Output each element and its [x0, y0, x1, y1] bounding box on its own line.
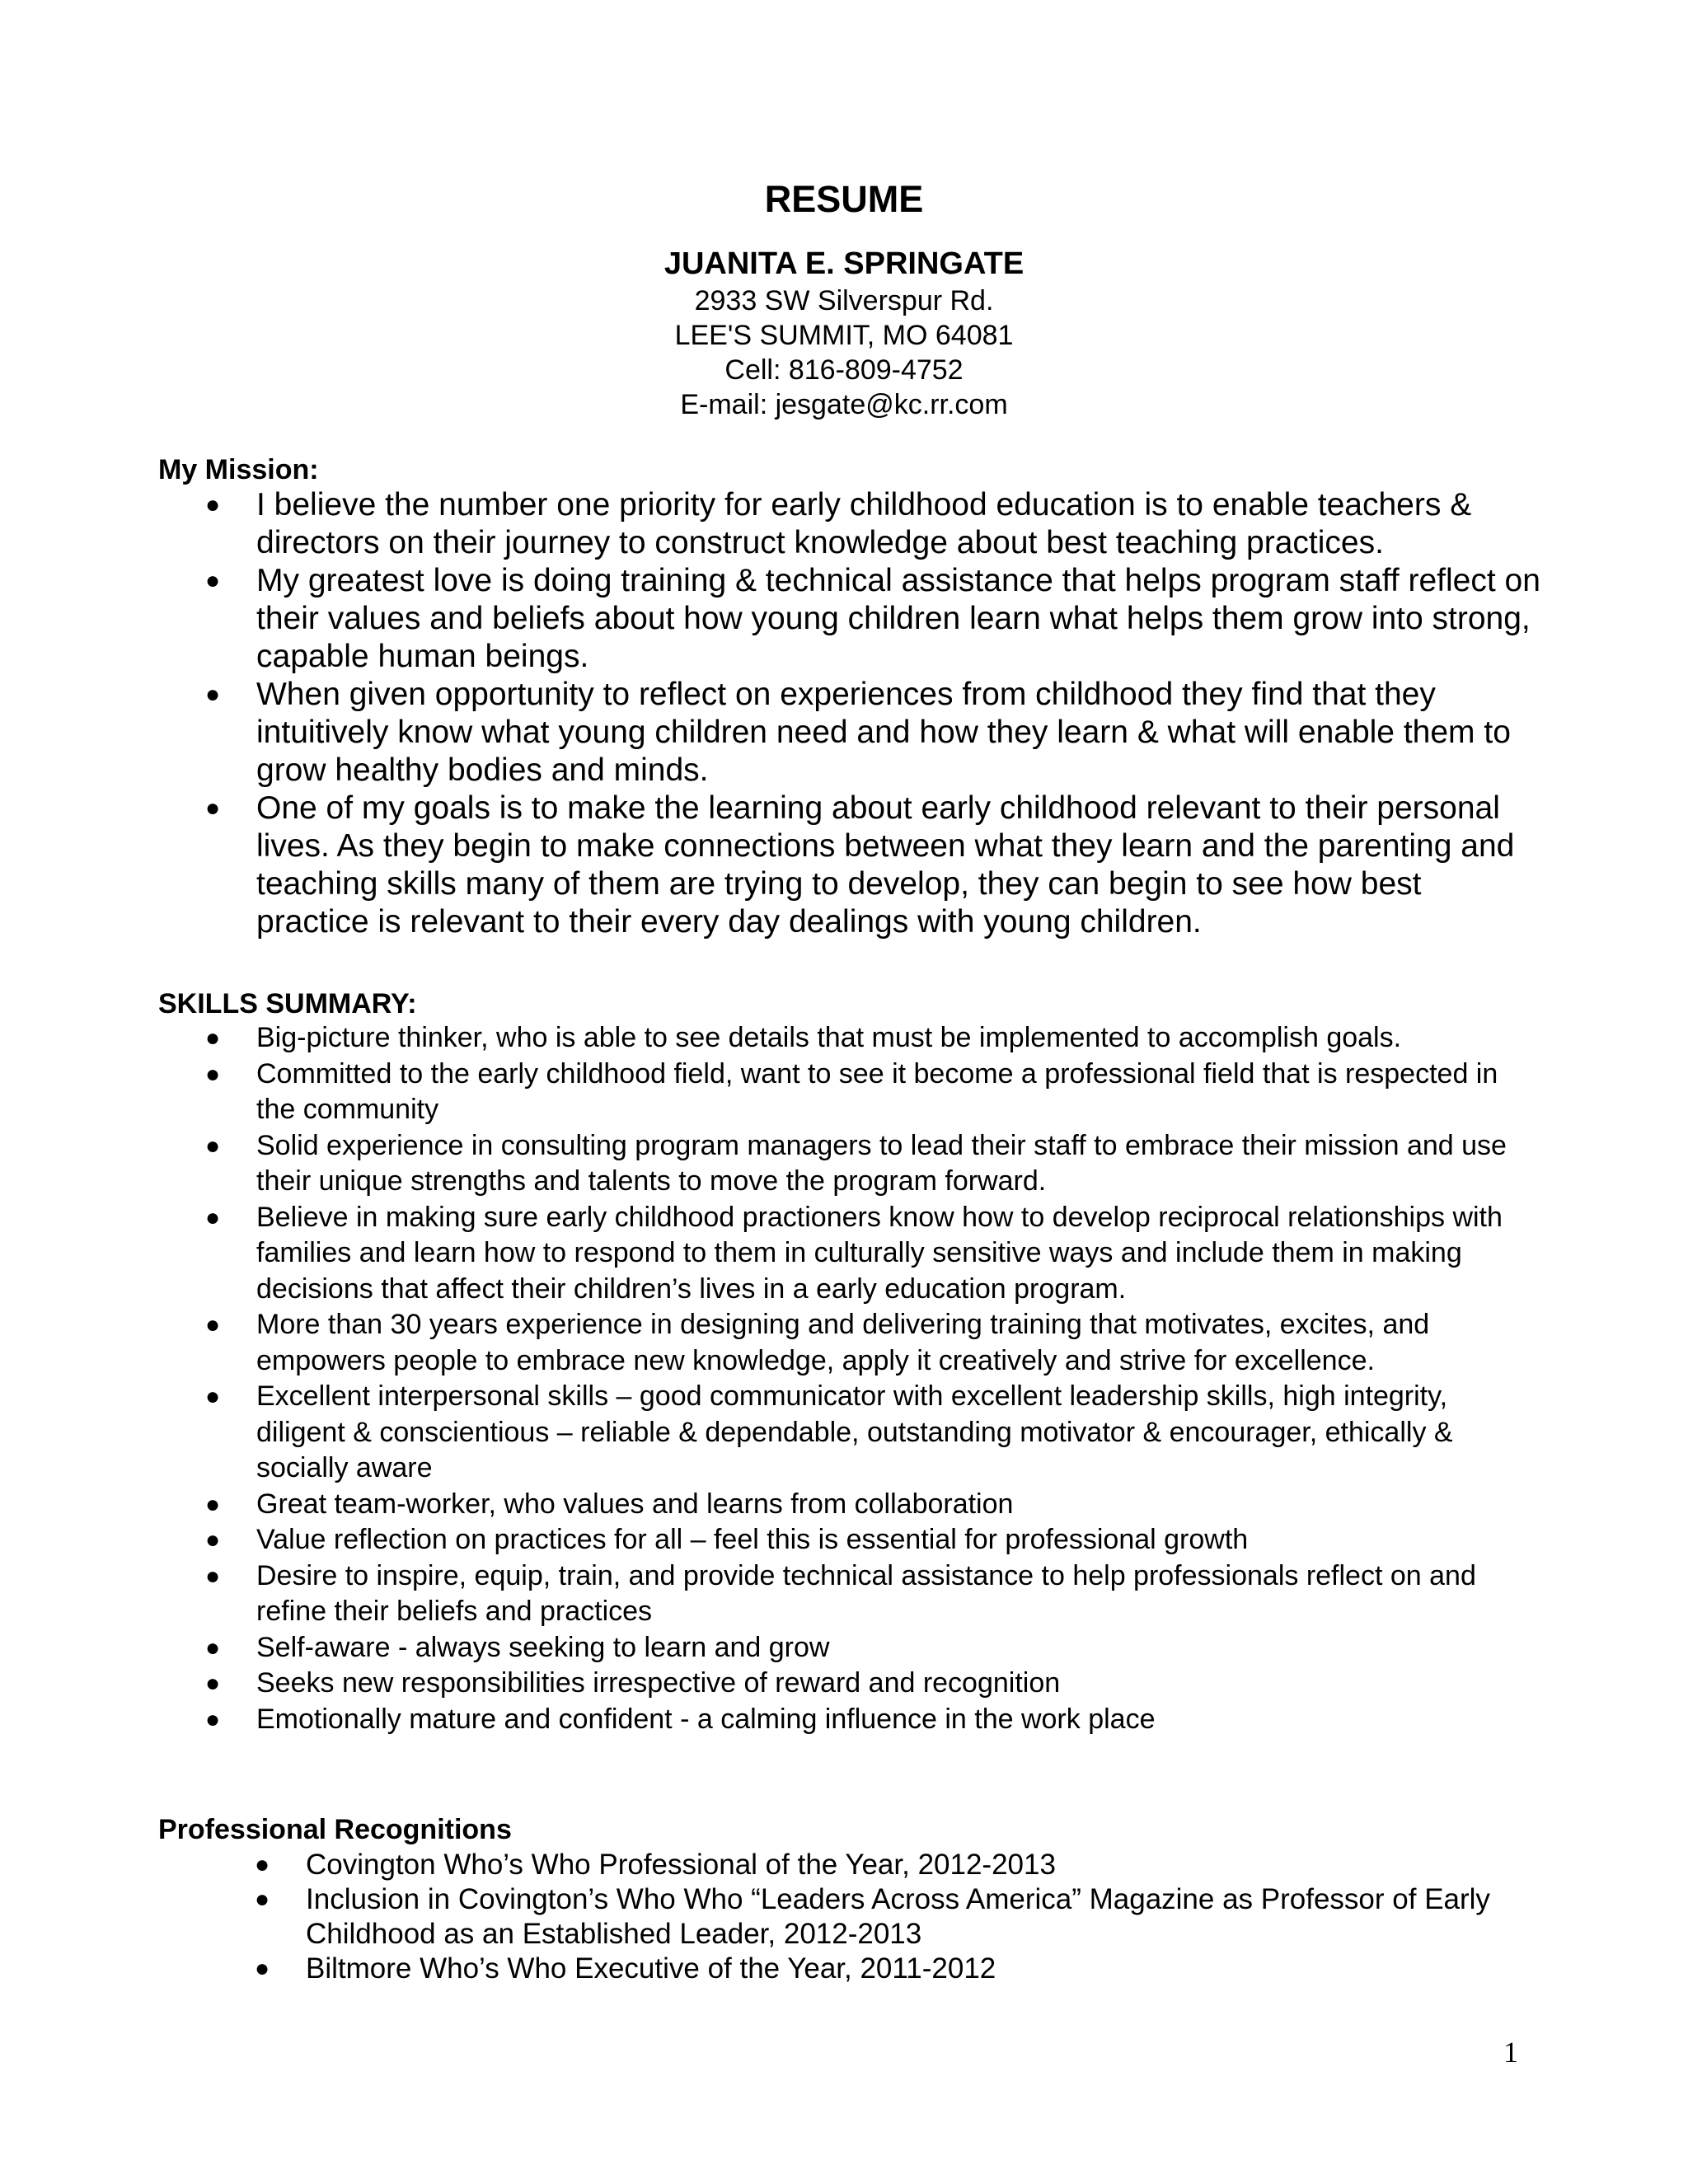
list-item: [205, 1128, 1542, 1200]
skill-item-text: Big-picture thinker, who is able to see details that must be implemented to accomplish goals.: [256, 1022, 1402, 1053]
bullet-icon: ●: [205, 1024, 221, 1052]
mission-list: [205, 486, 1542, 941]
list-item: [205, 1666, 1542, 1702]
bullet-icon: ●: [205, 1526, 221, 1554]
email-address: E-mail: jesgate@kc.rr.com: [680, 389, 1008, 420]
list-item: [255, 1952, 1542, 1986]
list-item: [205, 1487, 1542, 1523]
list-item: [255, 1848, 1542, 1882]
page-number: 1: [1503, 2036, 1518, 2069]
bullet-icon: ●: [205, 794, 221, 822]
skill-item-text: Desire to inspire, equip, train, and provide technical assistance to help professionals reflect on and refine their beliefs and practices: [256, 1559, 1476, 1627]
skill-item-text: Seeks new responsibilities irrespective of reward and recognition: [256, 1667, 1061, 1699]
applicant-name: JUANITA E. SPRINGATE: [663, 246, 1025, 281]
list-item: [205, 1630, 1542, 1666]
bullet-icon: ●: [205, 681, 221, 708]
bullet-icon: ●: [205, 491, 221, 518]
list-item: [255, 1882, 1542, 1952]
skill-item-text: Excellent interpersonal skills – good communicator with excellent leadership skills, high integrity, diligent & conscientious – reliable & dependable, outstanding motivator & encourager, ethically & socially aware: [256, 1380, 1453, 1483]
contact-block: [0, 244, 1688, 422]
skill-item-text: Self-aware - always seeking to learn and grow: [256, 1631, 830, 1663]
mission-item-text: My greatest love is doing training & technical assistance that helps program staff reflect on their values and beliefs about how young children learn what helps them grow into strong, capable human beings.: [256, 563, 1540, 674]
skill-item-text: Emotionally mature and confident - a calming influence in the work place: [256, 1703, 1156, 1735]
list-item: [205, 486, 1542, 562]
skill-item-text: Value reflection on practices for all – feel this is essential for professional growth: [256, 1524, 1249, 1555]
list-item: [205, 1702, 1542, 1738]
bullet-icon: ●: [205, 1383, 221, 1410]
bullet-icon: ●: [255, 1955, 270, 1982]
list-item: [205, 790, 1542, 941]
list-item: [205, 1522, 1542, 1558]
mission-heading: My Mission:: [158, 454, 319, 485]
bullet-icon: ●: [205, 1633, 221, 1661]
address-line-2: LEE'S SUMMIT, MO 64081: [674, 320, 1014, 351]
recognition-item-text: Biltmore Who’s Who Executive of the Year, 2011-2012: [306, 1952, 996, 1985]
list-item: [205, 1200, 1542, 1308]
address-line-1: 2933 SW Silverspur Rd.: [694, 285, 994, 316]
list-item: [205, 1057, 1542, 1128]
bullet-icon: ●: [205, 1311, 221, 1338]
recognitions-list: [255, 1848, 1542, 1986]
cell-phone: Cell: 816-809-4752: [724, 354, 964, 386]
skills-list: [205, 1020, 1542, 1737]
bullet-icon: ●: [205, 1670, 221, 1697]
bullet-icon: ●: [205, 1203, 221, 1231]
list-item: [205, 1558, 1542, 1630]
skills-heading: SKILLS SUMMARY:: [158, 988, 417, 1019]
list-item: [205, 1379, 1542, 1487]
bullet-icon: ●: [205, 567, 221, 594]
skill-item-text: Believe in making sure early childhood practioners know how to develop reciprocal relationships with families and learn how to respond to them in culturally sensitive ways and include them in making decisions that affect their children’s lives in a early education program.: [256, 1201, 1503, 1305]
bullet-icon: ●: [255, 1886, 270, 1913]
list-item: [205, 676, 1542, 790]
bullet-icon: ●: [205, 1705, 221, 1733]
list-item: [205, 1020, 1542, 1057]
bullet-icon: ●: [255, 1851, 270, 1878]
recognition-item-text: Covington Who’s Who Professional of the Year, 2012-2013: [306, 1849, 1056, 1881]
list-item: [205, 562, 1542, 676]
skill-item-text: Great team-worker, who values and learns from collaboration: [256, 1488, 1014, 1520]
bullet-icon: ●: [205, 1562, 221, 1590]
skill-item-text: Committed to the early childhood field, want to see it become a professional field that is respected in the community: [256, 1057, 1498, 1125]
recognition-item-text: Inclusion in Covington’s Who Who “Leaders Across America” Magazine as Professor of Early Childhood as an Established Leader, 2012-2013: [306, 1883, 1490, 1950]
skill-item-text: More than 30 years experience in designing and delivering training that motivates, excites, and empowers people to embrace new knowledge, apply it creatively and strive for excellence.: [256, 1309, 1430, 1376]
mission-item-text: One of my goals is to make the learning about early childhood relevant to their personal lives. As they begin to make connections between what they learn and the parenting and teaching skills many of them are trying to develop, they can begin to see how best practice is relevant to their every day dealings with young children.: [256, 790, 1515, 940]
document-title: RESUME: [764, 178, 924, 220]
bullet-icon: ●: [205, 1490, 221, 1518]
recognitions-heading: Professional Recognitions: [158, 1814, 512, 1845]
bullet-icon: ●: [205, 1060, 221, 1088]
bullet-icon: ●: [205, 1132, 221, 1160]
list-item: [205, 1307, 1542, 1379]
skill-item-text: Solid experience in consulting program managers to lead their staff to embrace their mission and use their unique strengths and talents to move the program forward.: [256, 1129, 1507, 1197]
mission-item-text: I believe the number one priority for early childhood education is to enable teachers & directors on their journey to construct knowledge about best teaching practices.: [256, 487, 1472, 560]
mission-item-text: When given opportunity to reflect on experiences from childhood they find that they intuitively know what young children need and how they learn & what will enable them to grow healthy bodies and minds.: [256, 677, 1511, 788]
